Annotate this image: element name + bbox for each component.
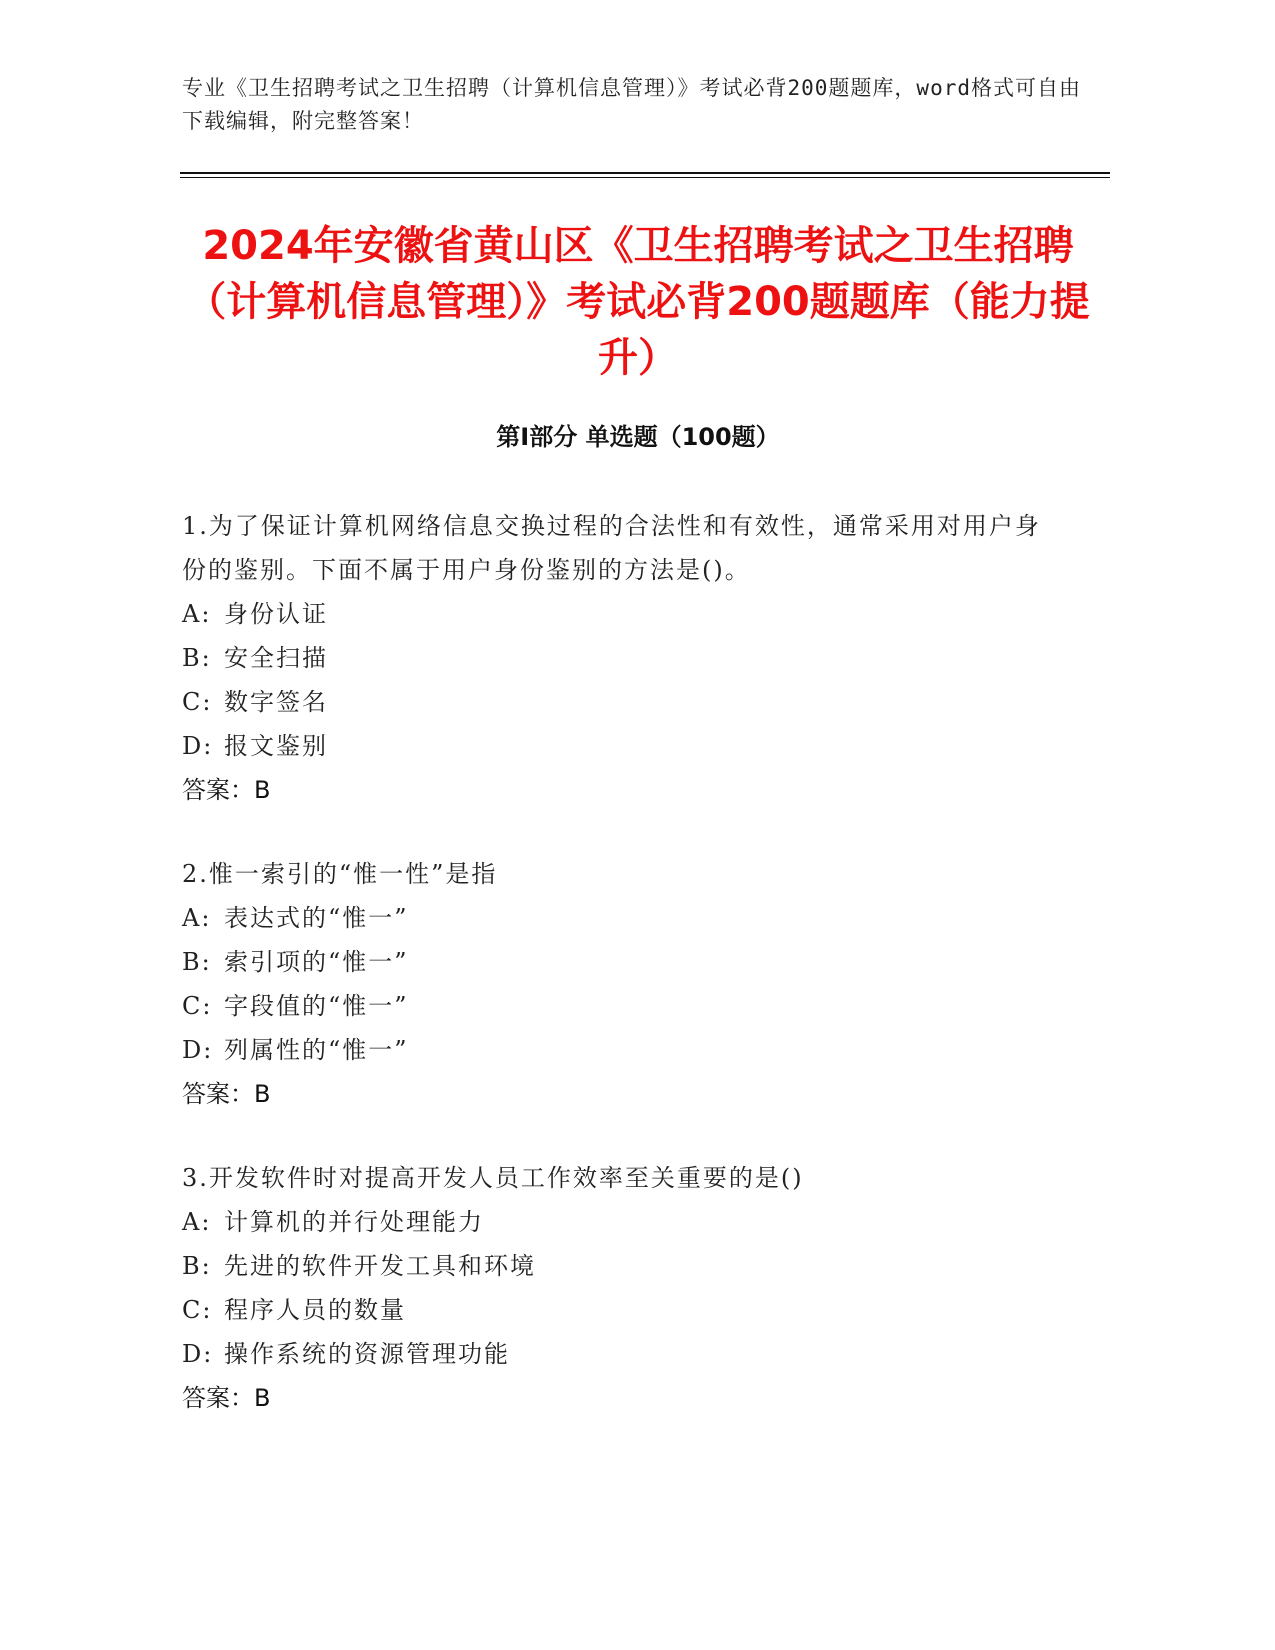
- question-2: [182, 852, 1042, 1116]
- option-a: [182, 1200, 1042, 1244]
- option-letter: D:: [182, 1340, 214, 1368]
- option-c: [182, 984, 1042, 1028]
- option-b: [182, 940, 1042, 984]
- header-divider-thick: [180, 172, 1110, 174]
- header-divider-thin: [180, 177, 1110, 178]
- question-list: [182, 504, 1042, 1460]
- option-a: [182, 592, 1042, 636]
- option-text: 表达式的“惟一”: [224, 904, 409, 932]
- option-letter: D:: [182, 1036, 214, 1064]
- option-letter: A:: [182, 1208, 212, 1236]
- option-letter: C:: [182, 992, 213, 1020]
- option-c: [182, 1288, 1042, 1332]
- answer-line: 答案：B: [182, 1384, 271, 1412]
- option-text: 索引项的“惟一”: [224, 948, 409, 976]
- option-text: 身份认证: [224, 600, 328, 628]
- option-letter: A:: [182, 600, 212, 628]
- option-text: 操作系统的资源管理功能: [224, 1340, 510, 1368]
- option-letter: B:: [182, 644, 212, 672]
- question-stem: 3.开发软件时对提高开发人员工作效率至关重要的是(): [182, 1164, 804, 1192]
- option-text: 字段值的“惟一”: [224, 992, 409, 1020]
- section-heading: 第Ⅰ部分 单选题（100题）: [496, 423, 780, 451]
- option-letter: C:: [182, 688, 213, 716]
- option-b: [182, 636, 1042, 680]
- answer-line: 答案：B: [182, 1080, 271, 1108]
- option-d: [182, 724, 1042, 768]
- option-text: 报文鉴别: [224, 732, 328, 760]
- question-1: [182, 504, 1042, 812]
- question-stem: 1.为了保证计算机网络信息交换过程的合法性和有效性，通常采用对用户身份的鉴别。下面不属于用户身份鉴别的方法是()。: [182, 512, 1041, 584]
- option-d: [182, 1028, 1042, 1072]
- option-text: 程序人员的数量: [224, 1296, 406, 1324]
- option-text: 数字签名: [224, 688, 328, 716]
- option-letter: B:: [182, 948, 212, 976]
- option-c: [182, 680, 1042, 724]
- option-letter: A:: [182, 904, 212, 932]
- option-b: [182, 1244, 1042, 1288]
- question-3: [182, 1156, 1042, 1420]
- question-stem: 2.惟一索引的“惟一性”是指: [182, 860, 498, 888]
- option-letter: D:: [182, 732, 214, 760]
- answer-line: 答案：B: [182, 776, 271, 804]
- option-text: 先进的软件开发工具和环境: [224, 1252, 536, 1280]
- option-text: 安全扫描: [224, 644, 328, 672]
- option-text: 列属性的“惟一”: [224, 1036, 409, 1064]
- option-d: [182, 1332, 1042, 1376]
- header-note: 专业《卫生招聘考试之卫生招聘（计算机信息管理）》考试必背200题题库，word格式可自由下载编辑，附完整答案！: [182, 76, 1081, 133]
- document-title: 2024年安徽省黄山区《卫生招聘考试之卫生招聘（计算机信息管理）》考试必背200题题库（能力提升）: [186, 223, 1090, 381]
- option-letter: B:: [182, 1252, 212, 1280]
- option-text: 计算机的并行处理能力: [224, 1208, 484, 1236]
- option-letter: C:: [182, 1296, 213, 1324]
- option-a: [182, 896, 1042, 940]
